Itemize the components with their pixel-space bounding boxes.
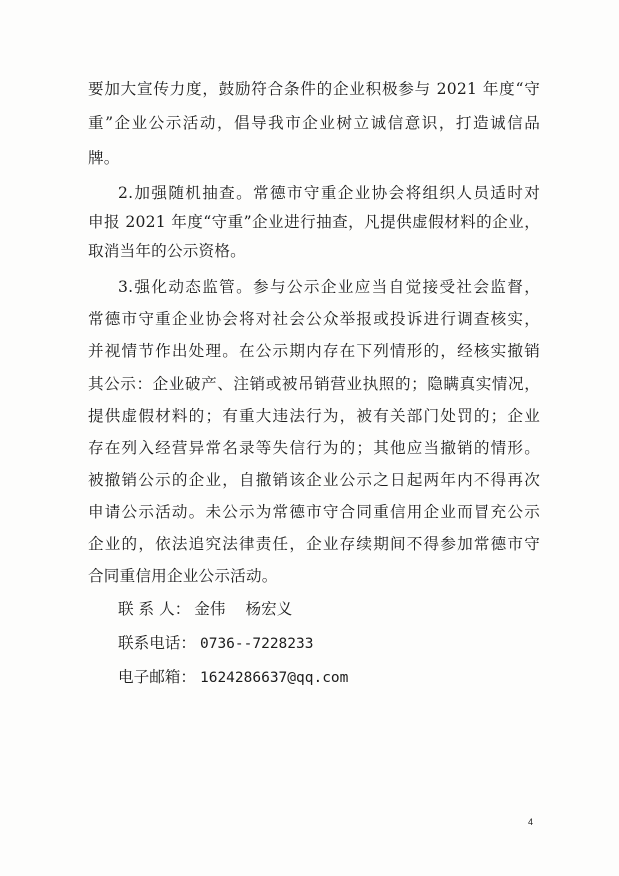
paragraph-line: 常德市守重企业协会将对社会公众举报或投诉进行调查核实， bbox=[88, 310, 540, 328]
paragraph-line: 并视情节作出处理。在公示期内存在下列情形的，经核实撤销 bbox=[88, 342, 540, 360]
contact-phone-row bbox=[118, 633, 313, 654]
paragraph-line: 要加大宣传力度，鼓励符合条件的企业积极参与 2021 年度“守 bbox=[88, 80, 540, 98]
paragraph-line: 重”企业公示活动，倡导我市企业树立诚信意识，打造诚信品 bbox=[88, 114, 540, 132]
paragraph-line: 3.强化动态监管。参与公示企业应当自觉接受社会监督， bbox=[118, 278, 540, 296]
paragraph-line: 提供虚假材料的；有重大违法行为，被有关部门处罚的；企业 bbox=[88, 407, 540, 425]
contact-person-label: 联 系 人： bbox=[118, 600, 191, 618]
paragraph-line: 合同重信用企业公示活动。 bbox=[88, 567, 278, 585]
paragraph-line: 取消当年的公示资格。 bbox=[88, 242, 246, 260]
contact-person-row bbox=[118, 599, 292, 619]
contact-person-1: 金伟 bbox=[194, 600, 226, 618]
paragraph-line: 申报 2021 年度“守重”企业进行抽查，凡提供虚假材料的企业， bbox=[88, 213, 540, 231]
contact-email-row bbox=[118, 667, 348, 688]
paragraph-line: 其公示：企业破产、注销或被吊销营业执照的；隐瞒真实情况， bbox=[88, 375, 540, 393]
page-number: 4 bbox=[528, 817, 534, 827]
paragraph-line: 被撤销公示的企业，自撤销该企业公示之日起两年内不得再次 bbox=[88, 471, 540, 489]
contact-phone-label: 联系电话： bbox=[118, 634, 196, 652]
contact-phone: 0736--7228233 bbox=[199, 636, 314, 652]
paragraph-line: 2.加强随机抽查。常德市守重企业协会将组织人员适时对 bbox=[118, 184, 540, 202]
paragraph-line: 牌。 bbox=[88, 149, 120, 167]
paragraph-line: 申请公示活动。未公示为常德市守合同重信用企业而冒充公示 bbox=[88, 503, 540, 521]
paragraph-line: 企业的，依法追究法律责任，企业存续期间不得参加常德市守 bbox=[88, 535, 540, 553]
contact-person-2: 杨宏义 bbox=[245, 600, 293, 618]
paragraph-line: 存在列入经营异常名录等失信行为的；其他应当撤销的情形。 bbox=[88, 439, 540, 457]
contact-email-label: 电子邮箱： bbox=[118, 668, 196, 686]
contact-email: 1624286637@qq.com bbox=[199, 670, 349, 686]
